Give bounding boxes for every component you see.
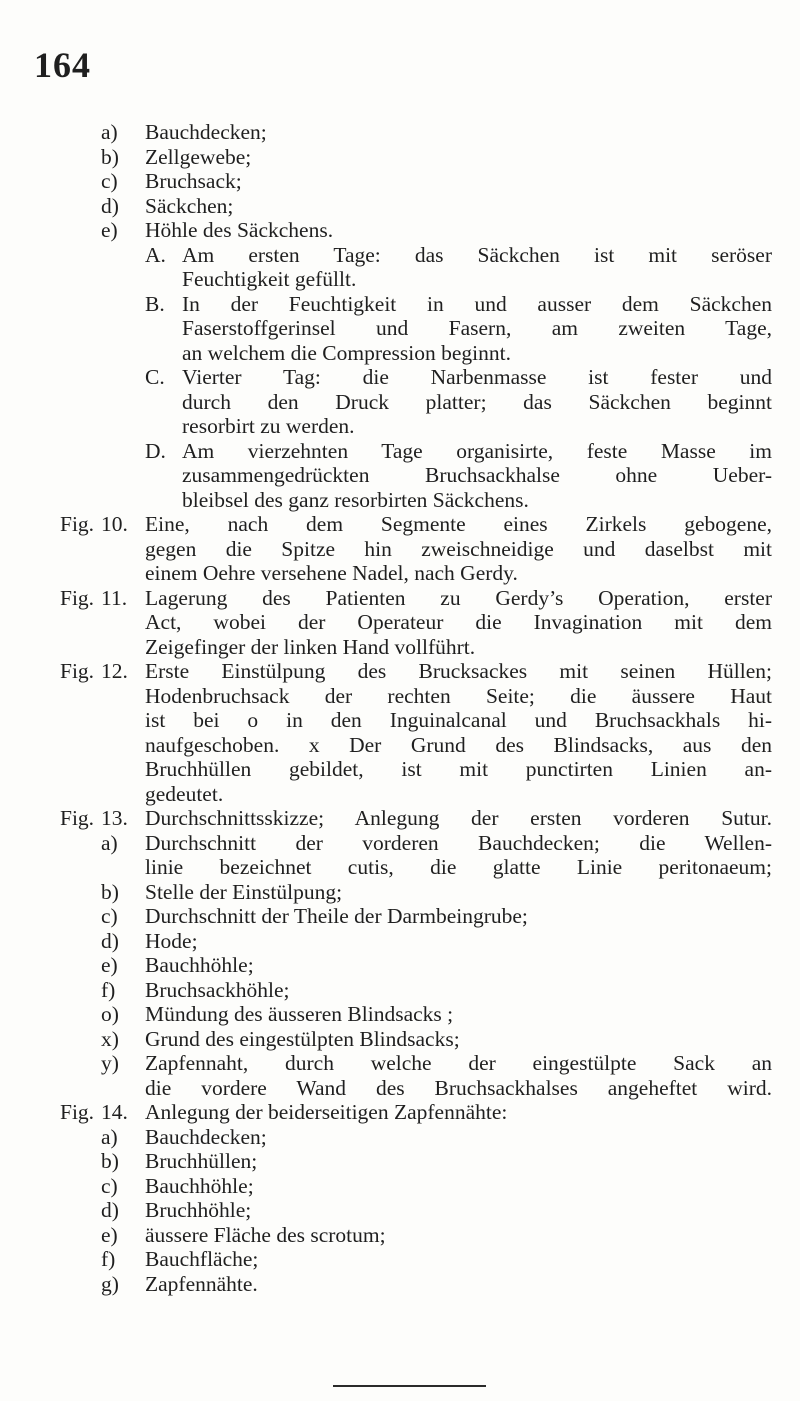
item-text: Bruchhüllen; xyxy=(145,1149,258,1173)
item-text: naufgeschoben. x Der Grund des Blindsacks, aus den xyxy=(145,732,772,757)
text-line xyxy=(0,463,800,488)
text-line xyxy=(0,365,800,390)
item-text: resorbirt zu werden. xyxy=(182,414,355,438)
text-line xyxy=(0,439,800,464)
text-line xyxy=(0,1149,800,1174)
item-text: Grund des eingestülpten Blindsacks; xyxy=(145,1026,460,1051)
item-label: b) xyxy=(101,1149,119,1173)
item-label: a) xyxy=(101,1124,118,1149)
item-text: gegen die Spitze hin zweischneidige und daselbst mit xyxy=(145,536,772,561)
text-line xyxy=(0,610,800,635)
item-label: e) xyxy=(101,218,118,242)
text-line xyxy=(0,708,800,733)
text-line xyxy=(0,194,800,219)
item-text: Zapfennaht, durch welche der eingestülpte Sack an xyxy=(145,1051,772,1075)
item-text: Vierter Tag: die Narbenmasse ist fester und xyxy=(182,365,772,389)
figure-number: 12. xyxy=(101,659,128,683)
item-text: Act, wobei der Operateur die Invagination mit dem xyxy=(145,610,772,634)
item-label: g) xyxy=(101,1271,119,1296)
item-label: f) xyxy=(101,1247,116,1271)
text-line xyxy=(0,1223,800,1248)
item-text: Bauchfläche; xyxy=(145,1247,259,1271)
text-line xyxy=(0,831,800,856)
item-label: c) xyxy=(101,904,118,928)
figure-number: 10. xyxy=(101,512,128,536)
item-text: Bauchdecken; xyxy=(145,1124,267,1149)
item-text: Zeigefinger der linken Hand vollführt. xyxy=(145,634,476,659)
text-line xyxy=(0,267,800,292)
item-text: Faserstoffgerinsel und Fasern, am zweiten Tage, xyxy=(182,316,772,340)
item-label: c) xyxy=(101,1173,118,1198)
text-line xyxy=(0,243,800,268)
item-text: Hode; xyxy=(145,928,198,953)
item-label: e) xyxy=(101,1222,118,1247)
item-label: c) xyxy=(101,169,118,193)
text-line xyxy=(0,757,800,782)
item-text: Stelle der Einstülpung; xyxy=(145,879,343,904)
text-line xyxy=(0,1125,800,1150)
text-line xyxy=(0,537,800,562)
figure-label: Fig. xyxy=(60,512,95,536)
text-line xyxy=(0,218,800,243)
text-line xyxy=(0,1198,800,1223)
item-text: Bauchhöhle; xyxy=(145,953,254,977)
text-line xyxy=(0,635,800,660)
figure-number: 13. xyxy=(101,806,128,830)
text-line xyxy=(0,855,800,880)
text-line xyxy=(0,684,800,709)
item-label: o) xyxy=(101,1002,119,1026)
item-text: gedeutet. xyxy=(145,781,224,806)
text-line xyxy=(0,1174,800,1199)
legend-text xyxy=(0,120,800,1296)
item-text: Bruchsack; xyxy=(145,169,242,193)
item-label: C. xyxy=(145,365,165,389)
item-text: ist bei o in den Inguinalcanal und Bruchsackhals hi- xyxy=(145,708,772,732)
text-line xyxy=(0,512,800,537)
text-line xyxy=(0,782,800,807)
figure-number: 11. xyxy=(101,585,128,610)
item-text: einem Oehre versehene Nadel, nach Gerdy. xyxy=(145,561,518,585)
text-line xyxy=(0,145,800,170)
item-text: Säckchen; xyxy=(145,193,234,218)
item-label: a) xyxy=(101,830,118,855)
text-line xyxy=(0,806,800,831)
item-text: Lagerung des Patienten zu Gerdy’s Operation, erster xyxy=(145,585,772,610)
item-text: zusammengedrückten Bruchsackhalse ohne Ueber- xyxy=(182,463,772,487)
item-text: Am vierzehnten Tage organisirte, feste Masse im xyxy=(182,438,772,463)
item-text: Erste Einstülpung des Brucksackes mit seinen Hüllen; xyxy=(145,659,772,683)
text-line xyxy=(0,414,800,439)
text-line xyxy=(0,586,800,611)
item-text: Zapfennähte. xyxy=(145,1271,258,1296)
text-line xyxy=(0,1051,800,1076)
text-line xyxy=(0,390,800,415)
item-text: Bruchhöhle; xyxy=(145,1198,252,1222)
item-label: x) xyxy=(101,1026,119,1051)
item-label: y) xyxy=(101,1051,119,1075)
item-label: f) xyxy=(101,977,116,1002)
text-line xyxy=(0,1002,800,1027)
figure-number: 14. xyxy=(101,1100,128,1124)
item-text: Zellgewebe; xyxy=(145,144,252,169)
item-text: Hodenbruchsack der rechten Seite; die äussere Haut xyxy=(145,683,772,708)
text-line xyxy=(0,1076,800,1101)
item-label: e) xyxy=(101,953,118,977)
item-text: linie bezeichnet cutis, die glatte Linie peritonaeum; xyxy=(145,855,772,879)
text-line xyxy=(0,561,800,586)
text-line xyxy=(0,953,800,978)
item-text: Am ersten Tage: das Säckchen ist mit seröser xyxy=(182,242,772,267)
item-label: A. xyxy=(145,242,166,267)
text-line xyxy=(0,1247,800,1272)
item-text: Feuchtigkeit gefüllt. xyxy=(182,267,357,291)
item-text: Eine, nach dem Segmente eines Zirkels gebogene, xyxy=(145,512,772,536)
item-label: b) xyxy=(101,879,119,904)
item-text: Bauchdecken; xyxy=(145,120,267,144)
text-line xyxy=(0,1100,800,1125)
text-line xyxy=(0,659,800,684)
item-text: Mündung des äusseren Blindsacks ; xyxy=(145,1002,454,1026)
text-line xyxy=(0,120,800,145)
item-text: Bruchhüllen gebildet, ist mit punctirten Linien an- xyxy=(145,757,772,781)
item-text: Bruchsackhöhle; xyxy=(145,977,290,1002)
text-line xyxy=(0,880,800,905)
item-text: Durchschnitt der vorderen Bauchdecken; die Wellen- xyxy=(145,830,772,855)
text-line xyxy=(0,1027,800,1052)
item-text: Durchschnitt der Theile der Darmbeingrube; xyxy=(145,904,528,928)
text-line xyxy=(0,488,800,513)
text-line xyxy=(0,978,800,1003)
figure-label: Fig. xyxy=(60,806,95,830)
text-line xyxy=(0,292,800,317)
item-label: a) xyxy=(101,120,118,144)
item-text: die vordere Wand des Bruchsackhalses angeheftet wird. xyxy=(145,1075,772,1100)
text-line xyxy=(0,929,800,954)
figure-label: Fig. xyxy=(60,1100,95,1124)
item-label: d) xyxy=(101,193,119,218)
figure-label: Fig. xyxy=(60,585,95,610)
page-number: 164 xyxy=(34,45,91,85)
text-line xyxy=(0,904,800,929)
item-text: bleibsel des ganz resorbirten Säckchens. xyxy=(182,487,529,512)
item-label: d) xyxy=(101,1198,119,1222)
item-label: d) xyxy=(101,928,119,953)
item-text: durch den Druck platter; das Säckchen beginnt xyxy=(182,389,772,414)
text-line xyxy=(0,341,800,366)
item-text: Höhle des Säckchens. xyxy=(145,218,334,242)
item-text: Anlegung der beiderseitigen Zapfennähte: xyxy=(145,1100,508,1124)
item-text: In der Feuchtigkeit in und ausser dem Säckchen xyxy=(182,291,772,316)
item-text: äussere Fläche des scrotum; xyxy=(145,1222,386,1247)
text-line xyxy=(0,733,800,758)
text-line xyxy=(0,169,800,194)
item-text: Durchschnittsskizze; Anlegung der ersten vorderen Sutur. xyxy=(145,806,772,830)
text-line xyxy=(0,1272,800,1297)
figure-label: Fig. xyxy=(60,659,95,683)
item-label: B. xyxy=(145,291,165,316)
item-label: D. xyxy=(145,438,166,463)
item-text: an welchem die Compression beginnt. xyxy=(182,340,511,365)
text-line xyxy=(0,316,800,341)
item-label: b) xyxy=(101,144,119,169)
item-text: Bauchhöhle; xyxy=(145,1173,254,1198)
footer-rule xyxy=(333,1385,486,1387)
